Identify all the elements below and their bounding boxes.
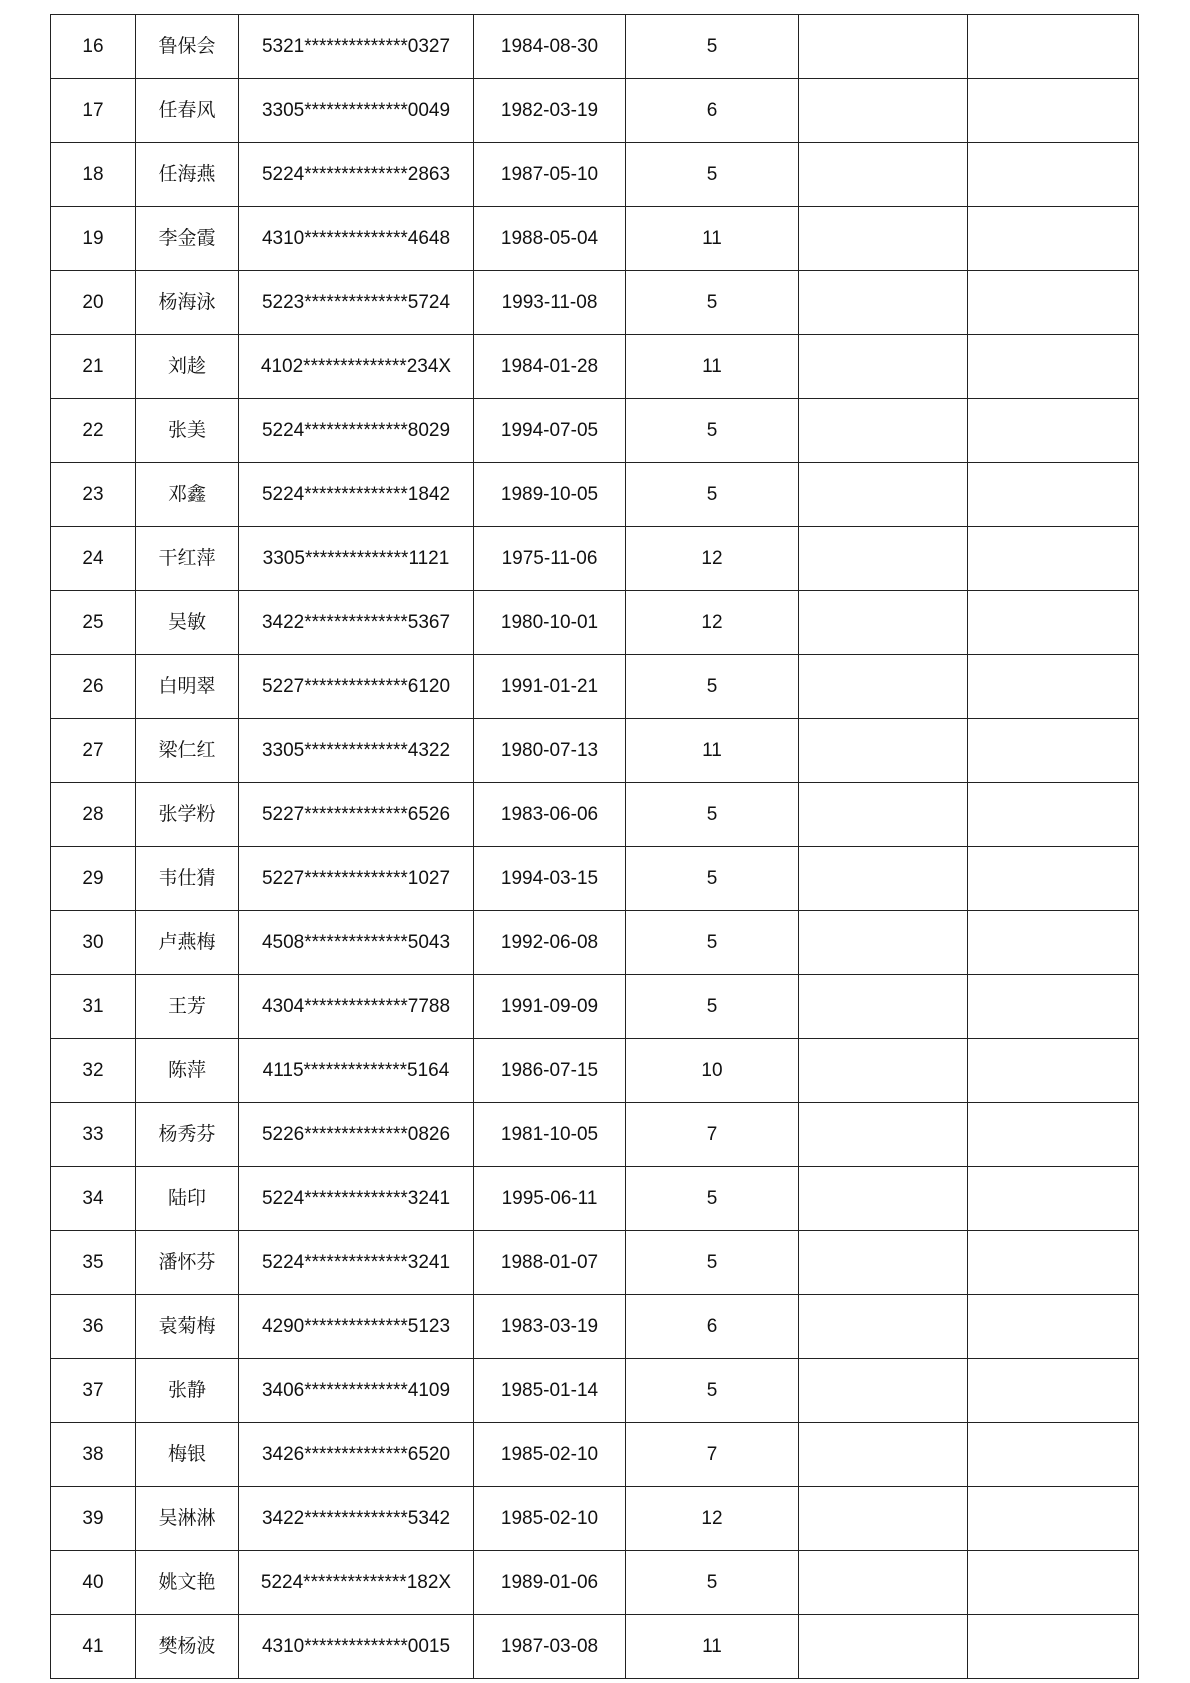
id-number-cell: 4290**************5123 — [239, 1295, 474, 1359]
row-number-cell: 21 — [51, 335, 136, 399]
blank-cell — [799, 911, 968, 975]
blank-cell — [968, 207, 1139, 271]
value-cell: 11 — [626, 207, 799, 271]
table-row — [51, 207, 1139, 271]
value-cell: 7 — [626, 1103, 799, 1167]
value-cell: 5 — [626, 1167, 799, 1231]
row-number-cell: 41 — [51, 1615, 136, 1679]
id-number-cell: 5227**************6526 — [239, 783, 474, 847]
table-row — [51, 911, 1139, 975]
id-number-cell: 5224**************182X — [239, 1551, 474, 1615]
value-cell: 6 — [626, 79, 799, 143]
blank-cell — [799, 79, 968, 143]
birth-date-cell: 1984-08-30 — [474, 15, 626, 79]
table-row — [51, 1487, 1139, 1551]
blank-cell — [799, 1551, 968, 1615]
blank-cell — [968, 1487, 1139, 1551]
blank-cell — [968, 1039, 1139, 1103]
birth-date-cell: 1988-05-04 — [474, 207, 626, 271]
blank-cell — [968, 335, 1139, 399]
blank-cell — [968, 719, 1139, 783]
value-cell: 5 — [626, 783, 799, 847]
value-cell: 12 — [626, 1487, 799, 1551]
id-number-cell: 5224**************1842 — [239, 463, 474, 527]
name-cell: 张美 — [136, 399, 239, 463]
value-cell: 5 — [626, 271, 799, 335]
id-number-cell: 5224**************3241 — [239, 1231, 474, 1295]
blank-cell — [799, 399, 968, 463]
value-cell: 7 — [626, 1423, 799, 1487]
name-cell: 袁菊梅 — [136, 1295, 239, 1359]
blank-cell — [799, 527, 968, 591]
row-number-cell: 39 — [51, 1487, 136, 1551]
name-cell: 姚文艳 — [136, 1551, 239, 1615]
table-row — [51, 527, 1139, 591]
table-row — [51, 975, 1139, 1039]
table-row — [51, 79, 1139, 143]
name-cell: 邓鑫 — [136, 463, 239, 527]
table-row — [51, 399, 1139, 463]
birth-date-cell: 1994-03-15 — [474, 847, 626, 911]
value-cell: 12 — [626, 527, 799, 591]
table-body — [51, 15, 1139, 1679]
roster-table — [50, 14, 1139, 1679]
blank-cell — [799, 1423, 968, 1487]
row-number-cell: 30 — [51, 911, 136, 975]
value-cell: 5 — [626, 463, 799, 527]
row-number-cell: 17 — [51, 79, 136, 143]
row-number-cell: 20 — [51, 271, 136, 335]
name-cell: 潘怀芬 — [136, 1231, 239, 1295]
birth-date-cell: 1992-06-08 — [474, 911, 626, 975]
value-cell: 5 — [626, 1359, 799, 1423]
value-cell: 5 — [626, 847, 799, 911]
id-number-cell: 5321**************0327 — [239, 15, 474, 79]
id-number-cell: 5224**************3241 — [239, 1167, 474, 1231]
name-cell: 陈萍 — [136, 1039, 239, 1103]
id-number-cell: 3426**************6520 — [239, 1423, 474, 1487]
birth-date-cell: 1984-01-28 — [474, 335, 626, 399]
blank-cell — [799, 1295, 968, 1359]
row-number-cell: 34 — [51, 1167, 136, 1231]
blank-cell — [799, 1487, 968, 1551]
blank-cell — [799, 1359, 968, 1423]
birth-date-cell: 1988-01-07 — [474, 1231, 626, 1295]
table-row — [51, 1423, 1139, 1487]
value-cell: 5 — [626, 399, 799, 463]
row-number-cell: 29 — [51, 847, 136, 911]
blank-cell — [968, 1359, 1139, 1423]
row-number-cell: 25 — [51, 591, 136, 655]
blank-cell — [799, 719, 968, 783]
value-cell: 11 — [626, 335, 799, 399]
id-number-cell: 3422**************5367 — [239, 591, 474, 655]
blank-cell — [968, 1551, 1139, 1615]
id-number-cell: 5223**************5724 — [239, 271, 474, 335]
id-number-cell: 5226**************0826 — [239, 1103, 474, 1167]
row-number-cell: 26 — [51, 655, 136, 719]
row-number-cell: 36 — [51, 1295, 136, 1359]
row-number-cell: 35 — [51, 1231, 136, 1295]
name-cell: 卢燕梅 — [136, 911, 239, 975]
name-cell: 陆印 — [136, 1167, 239, 1231]
name-cell: 王芳 — [136, 975, 239, 1039]
blank-cell — [799, 1231, 968, 1295]
row-number-cell: 27 — [51, 719, 136, 783]
birth-date-cell: 1994-07-05 — [474, 399, 626, 463]
name-cell: 杨海泳 — [136, 271, 239, 335]
birth-date-cell: 1991-09-09 — [474, 975, 626, 1039]
value-cell: 10 — [626, 1039, 799, 1103]
id-number-cell: 4102**************234X — [239, 335, 474, 399]
blank-cell — [968, 79, 1139, 143]
blank-cell — [799, 1039, 968, 1103]
id-number-cell: 4310**************0015 — [239, 1615, 474, 1679]
birth-date-cell: 1987-03-08 — [474, 1615, 626, 1679]
birth-date-cell: 1989-01-06 — [474, 1551, 626, 1615]
table-row — [51, 271, 1139, 335]
row-number-cell: 19 — [51, 207, 136, 271]
birth-date-cell: 1987-05-10 — [474, 143, 626, 207]
blank-cell — [968, 1103, 1139, 1167]
blank-cell — [968, 911, 1139, 975]
birth-date-cell: 1989-10-05 — [474, 463, 626, 527]
name-cell: 白明翠 — [136, 655, 239, 719]
blank-cell — [799, 975, 968, 1039]
birth-date-cell: 1981-10-05 — [474, 1103, 626, 1167]
blank-cell — [968, 1295, 1139, 1359]
row-number-cell: 31 — [51, 975, 136, 1039]
blank-cell — [968, 399, 1139, 463]
blank-cell — [799, 1167, 968, 1231]
name-cell: 鲁保会 — [136, 15, 239, 79]
name-cell: 韦仕猜 — [136, 847, 239, 911]
name-cell: 梅银 — [136, 1423, 239, 1487]
value-cell: 5 — [626, 143, 799, 207]
table-row — [51, 1167, 1139, 1231]
name-cell: 张静 — [136, 1359, 239, 1423]
birth-date-cell: 1985-02-10 — [474, 1487, 626, 1551]
name-cell: 吴淋淋 — [136, 1487, 239, 1551]
birth-date-cell: 1983-06-06 — [474, 783, 626, 847]
name-cell: 杨秀芬 — [136, 1103, 239, 1167]
birth-date-cell: 1985-01-14 — [474, 1359, 626, 1423]
value-cell: 5 — [626, 911, 799, 975]
id-number-cell: 3422**************5342 — [239, 1487, 474, 1551]
name-cell: 张学粉 — [136, 783, 239, 847]
row-number-cell: 37 — [51, 1359, 136, 1423]
value-cell: 11 — [626, 1615, 799, 1679]
value-cell: 5 — [626, 1551, 799, 1615]
value-cell: 11 — [626, 719, 799, 783]
blank-cell — [799, 1615, 968, 1679]
row-number-cell: 40 — [51, 1551, 136, 1615]
table-row — [51, 1103, 1139, 1167]
table-row — [51, 1615, 1139, 1679]
blank-cell — [968, 655, 1139, 719]
blank-cell — [799, 271, 968, 335]
blank-cell — [968, 143, 1139, 207]
id-number-cell: 5227**************6120 — [239, 655, 474, 719]
value-cell: 5 — [626, 975, 799, 1039]
row-number-cell: 28 — [51, 783, 136, 847]
value-cell: 6 — [626, 1295, 799, 1359]
id-number-cell: 4508**************5043 — [239, 911, 474, 975]
blank-cell — [799, 591, 968, 655]
blank-cell — [968, 15, 1139, 79]
id-number-cell: 5227**************1027 — [239, 847, 474, 911]
blank-cell — [968, 847, 1139, 911]
name-cell: 刘趁 — [136, 335, 239, 399]
table-row — [51, 1231, 1139, 1295]
birth-date-cell: 1975-11-06 — [474, 527, 626, 591]
table-row — [51, 783, 1139, 847]
table-row — [51, 719, 1139, 783]
table-row — [51, 1295, 1139, 1359]
value-cell: 5 — [626, 655, 799, 719]
row-number-cell: 22 — [51, 399, 136, 463]
name-cell: 干红萍 — [136, 527, 239, 591]
row-number-cell: 18 — [51, 143, 136, 207]
table-row — [51, 1359, 1139, 1423]
table-row — [51, 655, 1139, 719]
blank-cell — [799, 463, 968, 527]
id-number-cell: 3305**************4322 — [239, 719, 474, 783]
id-number-cell: 3406**************4109 — [239, 1359, 474, 1423]
birth-date-cell: 1980-07-13 — [474, 719, 626, 783]
row-number-cell: 32 — [51, 1039, 136, 1103]
row-number-cell: 38 — [51, 1423, 136, 1487]
value-cell: 5 — [626, 15, 799, 79]
id-number-cell: 3305**************0049 — [239, 79, 474, 143]
birth-date-cell: 1982-03-19 — [474, 79, 626, 143]
birth-date-cell: 1985-02-10 — [474, 1423, 626, 1487]
name-cell: 任春风 — [136, 79, 239, 143]
row-number-cell: 23 — [51, 463, 136, 527]
id-number-cell: 4115**************5164 — [239, 1039, 474, 1103]
blank-cell — [968, 527, 1139, 591]
row-number-cell: 24 — [51, 527, 136, 591]
blank-cell — [799, 1103, 968, 1167]
blank-cell — [968, 271, 1139, 335]
blank-cell — [799, 335, 968, 399]
table-row — [51, 463, 1139, 527]
table-row — [51, 143, 1139, 207]
id-number-cell: 4304**************7788 — [239, 975, 474, 1039]
blank-cell — [968, 1615, 1139, 1679]
birth-date-cell: 1983-03-19 — [474, 1295, 626, 1359]
row-number-cell: 16 — [51, 15, 136, 79]
blank-cell — [799, 783, 968, 847]
birth-date-cell: 1986-07-15 — [474, 1039, 626, 1103]
blank-cell — [968, 783, 1139, 847]
birth-date-cell: 1993-11-08 — [474, 271, 626, 335]
id-number-cell: 3305**************1121 — [239, 527, 474, 591]
blank-cell — [799, 847, 968, 911]
id-number-cell: 4310**************4648 — [239, 207, 474, 271]
table-row — [51, 335, 1139, 399]
table-row — [51, 591, 1139, 655]
table-row — [51, 15, 1139, 79]
id-number-cell: 5224**************2863 — [239, 143, 474, 207]
name-cell: 吴敏 — [136, 591, 239, 655]
name-cell: 樊杨波 — [136, 1615, 239, 1679]
blank-cell — [799, 207, 968, 271]
table-row — [51, 1551, 1139, 1615]
blank-cell — [968, 1167, 1139, 1231]
blank-cell — [799, 655, 968, 719]
name-cell: 任海燕 — [136, 143, 239, 207]
birth-date-cell: 1980-10-01 — [474, 591, 626, 655]
blank-cell — [968, 975, 1139, 1039]
blank-cell — [968, 1231, 1139, 1295]
birth-date-cell: 1991-01-21 — [474, 655, 626, 719]
blank-cell — [799, 15, 968, 79]
blank-cell — [968, 463, 1139, 527]
name-cell: 李金霞 — [136, 207, 239, 271]
name-cell: 梁仁红 — [136, 719, 239, 783]
table-row — [51, 1039, 1139, 1103]
row-number-cell: 33 — [51, 1103, 136, 1167]
id-number-cell: 5224**************8029 — [239, 399, 474, 463]
birth-date-cell: 1995-06-11 — [474, 1167, 626, 1231]
value-cell: 12 — [626, 591, 799, 655]
value-cell: 5 — [626, 1231, 799, 1295]
table-row — [51, 847, 1139, 911]
blank-cell — [968, 1423, 1139, 1487]
blank-cell — [799, 143, 968, 207]
blank-cell — [968, 591, 1139, 655]
